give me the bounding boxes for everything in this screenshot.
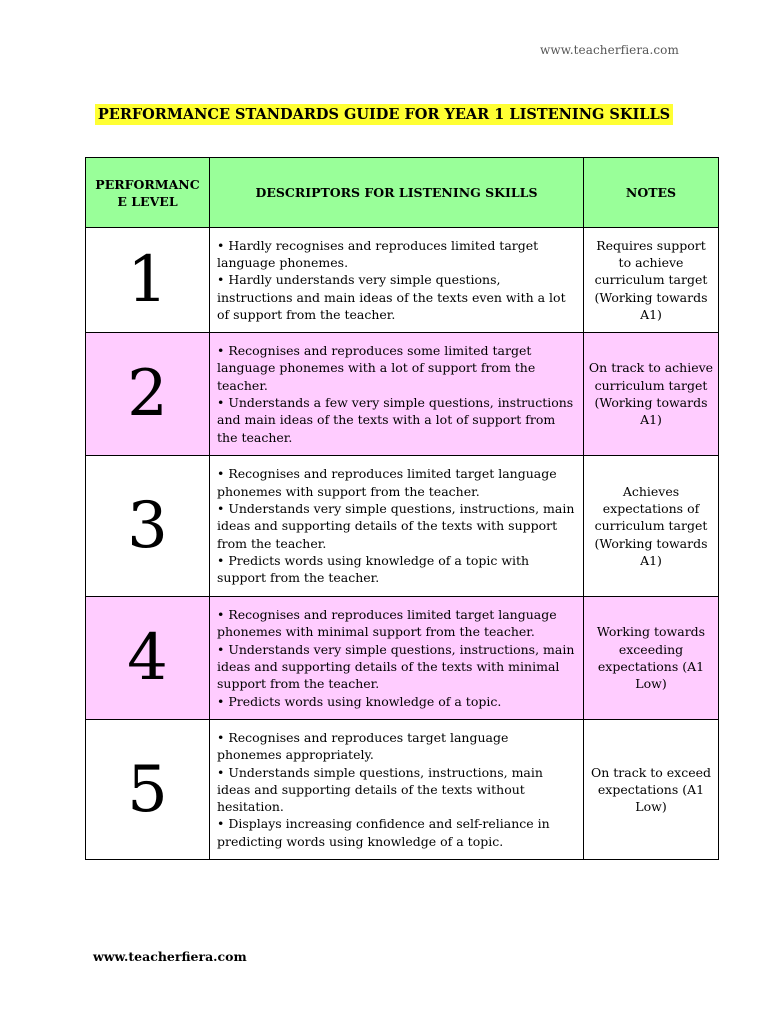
table-row xyxy=(86,333,719,456)
column-header-descriptors: DESCRIPTORS FOR LISTENING SKILLS xyxy=(210,158,584,228)
level-cell xyxy=(86,456,210,597)
descriptor-item: • Understands very simple questions, instructions, main ideas and supporting details of the texts with minimal support from the teacher. xyxy=(217,641,575,692)
footer-website: www.teacherfiera.com xyxy=(93,949,247,964)
descriptor-item: • Recognises and reproduces limited target language phonemes with minimal support from the teacher. xyxy=(217,607,557,640)
descriptors-cell xyxy=(210,597,584,720)
table-row xyxy=(86,720,719,860)
descriptor-item: • Predicts words using knowledge of a topic. xyxy=(217,693,502,709)
descriptor-item: • Predicts words using knowledge of a topic with support from the teacher. xyxy=(217,552,530,586)
header-website: www.teacherfiera.com xyxy=(540,43,679,57)
column-header-notes: NOTES xyxy=(584,158,719,228)
level-cell xyxy=(86,333,210,456)
performance-standards-table xyxy=(85,157,719,860)
level-number: 1 xyxy=(127,243,168,317)
table-row xyxy=(86,456,719,597)
table-row xyxy=(86,597,719,720)
descriptor-item: • Recognises and reproduces target language phonemes appropriately. xyxy=(217,729,509,763)
level-cell xyxy=(86,720,210,860)
descriptors-cell xyxy=(210,333,584,456)
page-title: PERFORMANCE STANDARDS GUIDE FOR YEAR 1 LISTENING SKILLS xyxy=(95,104,673,125)
title-container xyxy=(0,104,768,125)
descriptor-item: • Understands very simple questions, instructions, main ideas and supporting details of the texts with support from the teacher. xyxy=(217,501,575,551)
level-number: 2 xyxy=(127,357,168,431)
table-header-row xyxy=(86,158,719,228)
descriptor-item: • Recognises and reproduces limited target language phonemes with support from the teacher. xyxy=(217,466,557,499)
level-number: 4 xyxy=(127,621,168,695)
level-cell xyxy=(86,228,210,333)
descriptors-cell xyxy=(210,720,584,860)
table-row xyxy=(86,228,719,333)
notes-cell: On track to exceed expectations (A1 Low) xyxy=(584,720,719,860)
descriptor-item: • Hardly recognises and reproduces limited target language phonemes. xyxy=(217,237,539,271)
descriptor-item: • Displays increasing confidence and self-reliance in predicting words using knowledge of a topic. xyxy=(217,816,550,849)
descriptors-cell xyxy=(210,228,584,333)
notes-cell: Requires support to achieve curriculum target (Working towards A1) xyxy=(584,228,719,333)
descriptors-cell xyxy=(210,456,584,597)
column-header-level: PERFORMANC E LEVEL xyxy=(86,158,210,228)
level-cell xyxy=(86,597,210,720)
descriptor-item: • Understands simple questions, instructions, main ideas and supporting details of the texts without hesitation. xyxy=(217,764,543,815)
level-number: 5 xyxy=(127,752,168,827)
descriptor-item: • Recognises and reproduces some limited target language phonemes with a lot of support from the teacher. xyxy=(217,343,536,393)
descriptor-item: • Understands a few very simple questions, instructions and main ideas of the texts with a lot of support from the teacher. xyxy=(217,395,574,445)
notes-cell: On track to achieve curriculum target (Working towards A1) xyxy=(584,333,719,456)
level-number: 3 xyxy=(127,489,168,563)
notes-cell: Achieves expectations of curriculum target (Working towards A1) xyxy=(584,456,719,597)
notes-cell: Working towards exceeding expectations (A1 Low) xyxy=(584,597,719,720)
descriptor-item: • Hardly understands very simple questions, instructions and main ideas of the texts even with a lot of support from the teacher. xyxy=(217,272,566,322)
